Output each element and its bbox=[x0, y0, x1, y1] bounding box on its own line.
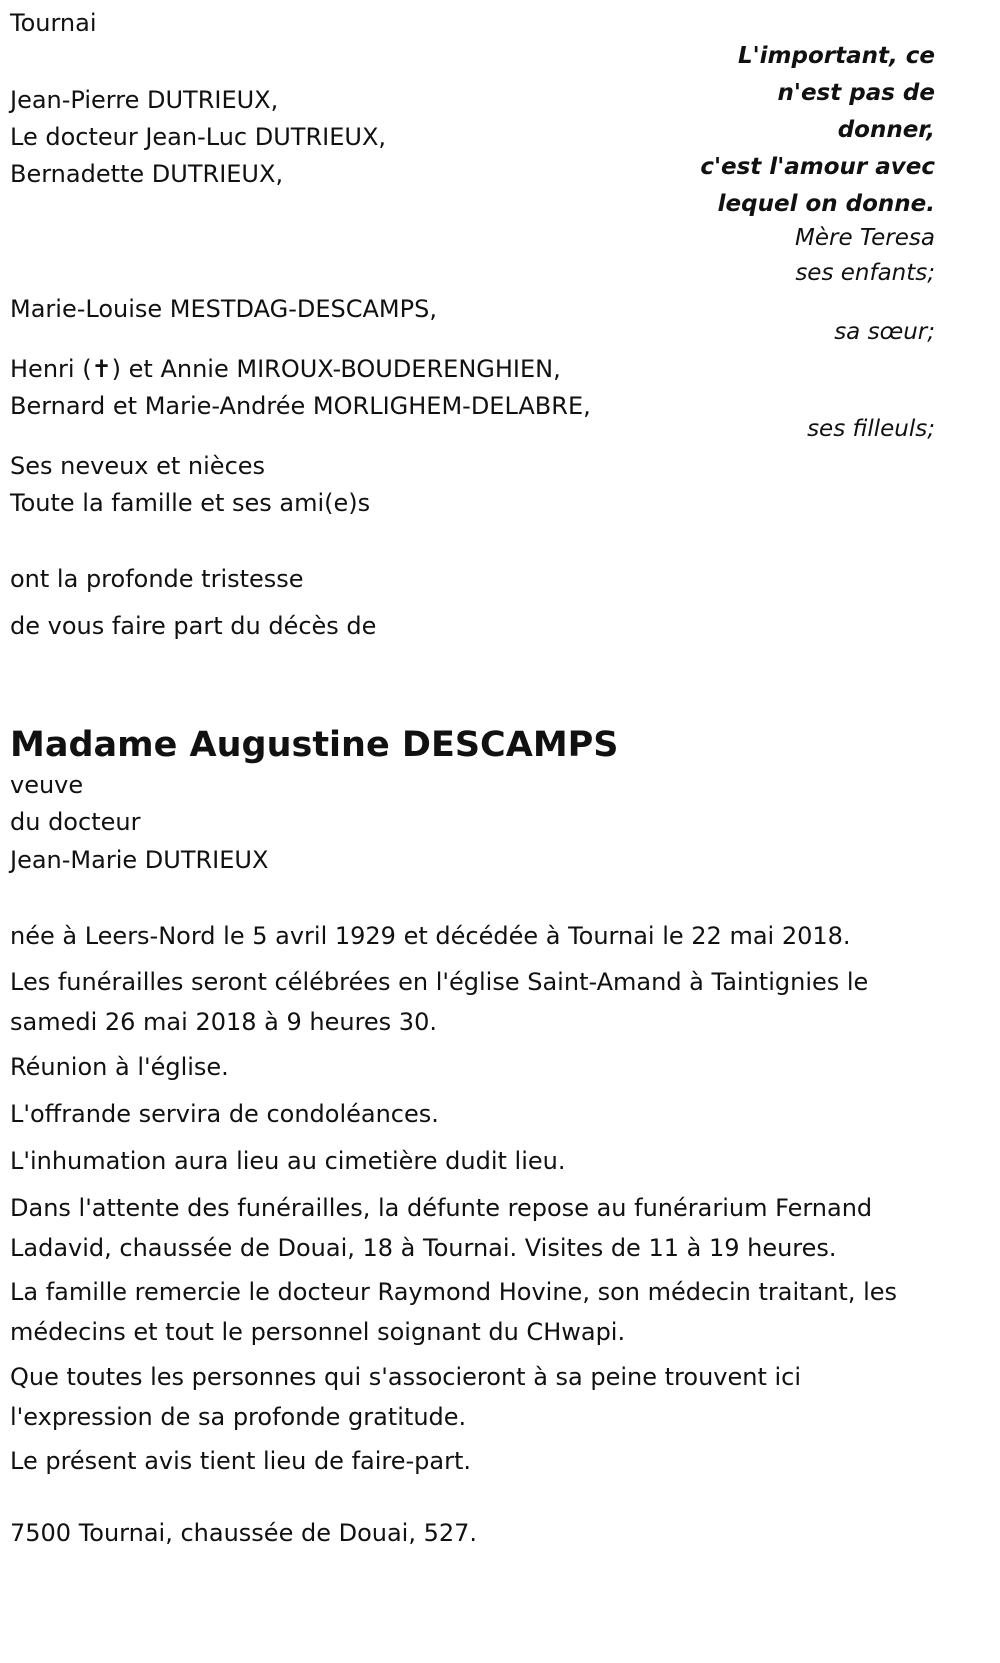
godchild-name: Henri (✝) et Annie MIROUX-BOUDERENGHIEN, bbox=[10, 355, 561, 383]
child-name: Le docteur Jean-Luc DUTRIEUX, bbox=[10, 123, 387, 151]
funeral-home-paragraph: Dans l'attente des funérailles, la défunte repose au funérarium Fernand Ladavid, chaussée de Douai, 18 à Tournai. Visites de 11 à 19 heures. bbox=[10, 1194, 873, 1262]
offering-paragraph: L'offrande servira de condoléances. bbox=[10, 1100, 439, 1128]
quote-line: c'est l'amour avec bbox=[700, 154, 935, 180]
widow-line: Jean-Marie DUTRIEUX bbox=[10, 846, 269, 874]
children-relation: ses enfants; bbox=[795, 260, 935, 286]
announcement-line: ont la profonde tristesse bbox=[10, 565, 304, 593]
address: 7500 Tournai, chaussée de Douai, 527. bbox=[10, 1519, 478, 1547]
quote-line: L'important, ce bbox=[737, 43, 935, 69]
godchild-name: Bernard et Marie-Andrée MORLIGHEM-DELABRE, bbox=[10, 392, 591, 420]
quote-author: Mère Teresa bbox=[795, 225, 935, 251]
widow-line: du docteur bbox=[10, 808, 141, 836]
quote-block bbox=[700, 38, 935, 223]
widow-line: veuve bbox=[10, 771, 84, 799]
city-heading: Tournai bbox=[10, 9, 97, 37]
sister-relation: sa sœur; bbox=[834, 319, 935, 345]
quote-line: lequel on donne. bbox=[717, 191, 935, 217]
quote-line: donner, bbox=[837, 117, 935, 143]
birth-death-paragraph: née à Leers-Nord le 5 avril 1929 et décédée à Tournai le 22 mai 2018. bbox=[10, 922, 851, 950]
notice-paragraph: Le présent avis tient lieu de faire-part. bbox=[10, 1447, 472, 1475]
sister-name: Marie-Louise MESTDAG-DESCAMPS, bbox=[10, 295, 437, 323]
child-name: Bernadette DUTRIEUX, bbox=[10, 160, 284, 188]
announcement-line: de vous faire part du décès de bbox=[10, 612, 377, 640]
deceased-name: Madame Augustine DESCAMPS bbox=[10, 725, 619, 765]
godchildren-relation: ses filleuls; bbox=[807, 416, 935, 442]
child-name: Jean-Pierre DUTRIEUX, bbox=[10, 86, 279, 114]
meeting-paragraph: Réunion à l'église. bbox=[10, 1053, 229, 1081]
family-line: Toute la famille et ses ami(e)s bbox=[10, 489, 371, 517]
funeral-paragraph: Les funérailles seront célébrées en l'église Saint-Amand à Taintignies le samedi 26 mai 2018 à 9 heures 30. bbox=[10, 968, 869, 1036]
gratitude-paragraph: Que toutes les personnes qui s'associeront à sa peine trouvent ici l'expression de sa profonde gratitude. bbox=[10, 1363, 802, 1431]
family-line: Ses neveux et nièces bbox=[10, 452, 266, 480]
thanks-paragraph: La famille remercie le docteur Raymond Hovine, son médecin traitant, les médecins et tout le personnel soignant du CHwapi. bbox=[10, 1278, 898, 1346]
burial-paragraph: L'inhumation aura lieu au cimetière dudit lieu. bbox=[10, 1147, 566, 1175]
quote-line: n'est pas de bbox=[777, 80, 935, 106]
